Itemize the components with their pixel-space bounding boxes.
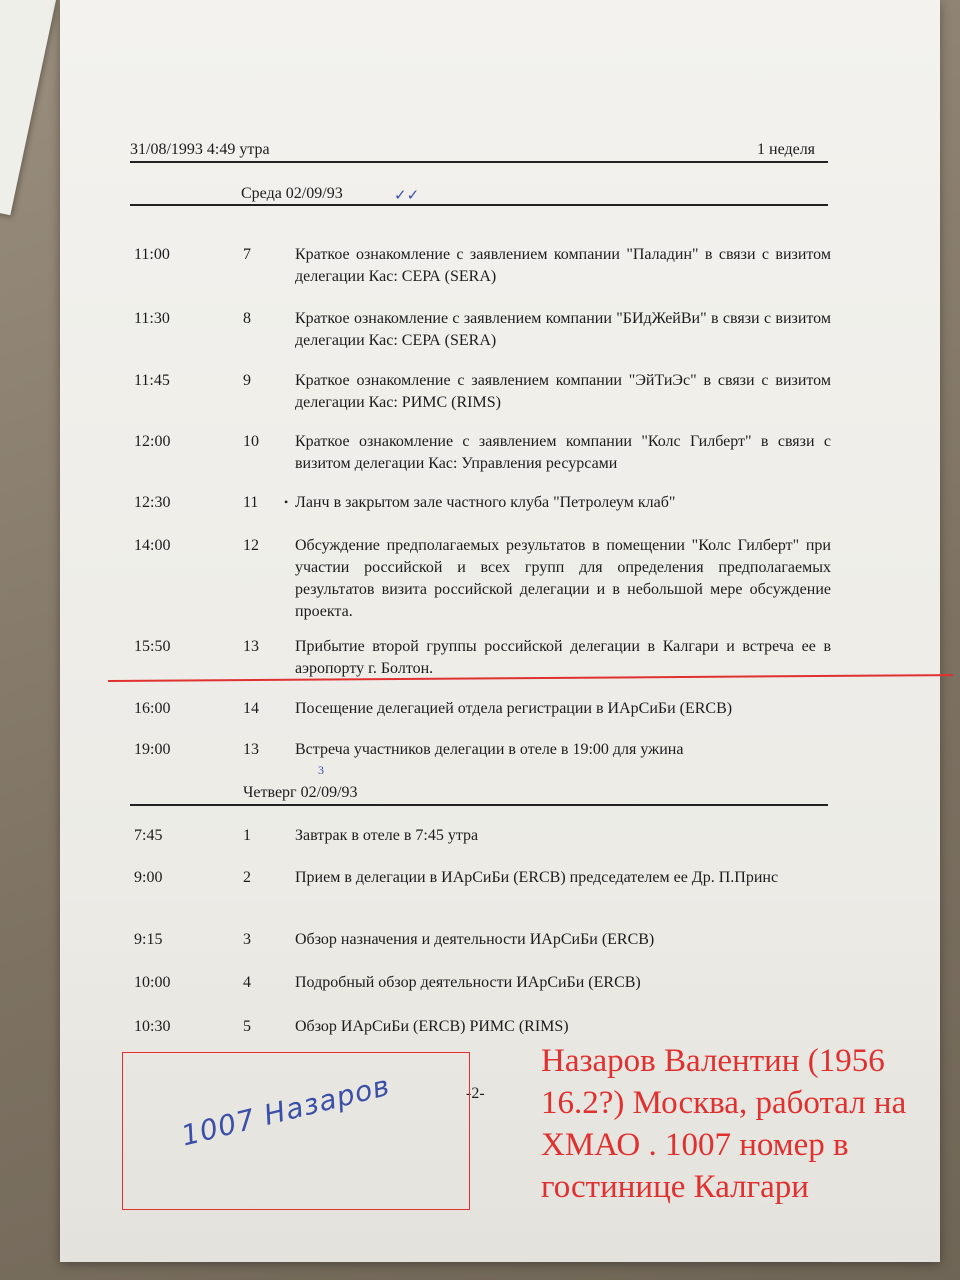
row-number: 1 (243, 827, 251, 844)
row-description: Встреча участников делегации в отеле в 19:00 для ужина (295, 741, 684, 758)
row-time: 9:15 (134, 931, 163, 948)
row-number: 8 (243, 310, 251, 327)
stray-mark: • (284, 495, 289, 509)
row-time: 16:00 (134, 700, 171, 717)
row-time: 10:00 (134, 974, 171, 991)
row-description: Краткое ознакомление с заявлением компании "Колс Гилберт" в связи с визитом делегации Кас: Управления ресурсами (295, 433, 831, 472)
red-annotation: Назаров Валентин (1956 16.2?) Москва, работал на ХМАО . 1007 номер в гостинице Калгари (541, 1043, 907, 1205)
day2-title: Четверг 02/09/93 (243, 784, 358, 801)
row-time: 12:00 (134, 433, 171, 450)
day1-title: Среда 02/09/93 (241, 185, 343, 202)
header-week: 1 неделя (757, 141, 816, 158)
row-time: 14:00 (134, 537, 171, 554)
handwritten-note: 1007 Назаров (178, 1068, 394, 1153)
row-number: 12 (243, 537, 259, 554)
row-number: 9 (243, 372, 251, 389)
row-number: 11 (243, 494, 259, 511)
row-time: 7:45 (134, 827, 163, 844)
row-time: 11:45 (134, 372, 170, 389)
day2-rule (130, 804, 828, 806)
pencil-mark: 3 (318, 763, 324, 777)
row-time: 11:30 (134, 310, 170, 327)
row-number: 7 (243, 246, 251, 263)
header-datetime: 31/08/1993 4:49 утра (130, 141, 270, 158)
row-time: 9:00 (134, 869, 163, 886)
row-description: Прибытие второй группы российской делегации в Калгари и встреча ее в аэропорту г. Болтон. (295, 638, 831, 677)
header-rule (130, 161, 828, 163)
row-number: 14 (243, 700, 259, 717)
row-time: 19:00 (134, 741, 171, 758)
row-number: 4 (243, 974, 251, 991)
row-number: 3 (243, 931, 251, 948)
row-number: 13 (243, 741, 259, 758)
row-time: 12:30 (134, 494, 171, 511)
row-description: Обсуждение предполагаемых результатов в помещении "Колс Гилберт" при участии российской и всех групп для определения предполагаемых результатов визита российской делегации и в небольшой мере обсуждение проекта. (295, 537, 831, 620)
row-description: Краткое ознакомление с заявлением компании "БИдЖейВи" в связи с визитом делегации Кас: СЕРА (SERA) (295, 310, 831, 349)
row-description: Подробный обзор деятельности ИАрСиБи (ERCB) (295, 974, 641, 991)
row-description: Краткое ознакомление с заявлением компании "ЭйТиЭс" в связи с визитом делегации Кас: РИМС (RIMS) (295, 372, 831, 411)
row-time: 15:50 (134, 638, 171, 655)
row-description: Ланч в закрытом зале частного клуба "Петролеум клаб" (295, 494, 676, 511)
day1-rule (130, 204, 828, 206)
row-time: 11:00 (134, 246, 170, 263)
page-number: -2- (466, 1085, 485, 1102)
row-number: 2 (243, 869, 251, 886)
row-description: Обзор назначения и деятельности ИАрСиБи (ERCB) (295, 931, 655, 948)
row-description: Посещение делегацией отдела регистрации в ИАрСиБи (ERCB) (295, 700, 733, 717)
row-number: 13 (243, 638, 259, 655)
pencil-mark: ✓✓ (394, 186, 420, 204)
row-description: Завтрак в отеле в 7:45 утра (295, 827, 479, 844)
row-description: Обзор ИАрСиБи (ERCB) РИМС (RIMS) (295, 1018, 569, 1035)
row-number: 5 (243, 1018, 251, 1035)
row-number: 10 (243, 433, 259, 450)
row-description: Прием в делегации в ИАрСиБи (ERCB) председателем ее Др. П.Принс (295, 869, 779, 886)
row-description: Краткое ознакомление с заявлением компании "Паладин" в связи с визитом делегации Кас: СЕРА (SERA) (295, 246, 831, 285)
red-highlight-box (122, 1052, 470, 1210)
row-time: 10:30 (134, 1018, 171, 1035)
